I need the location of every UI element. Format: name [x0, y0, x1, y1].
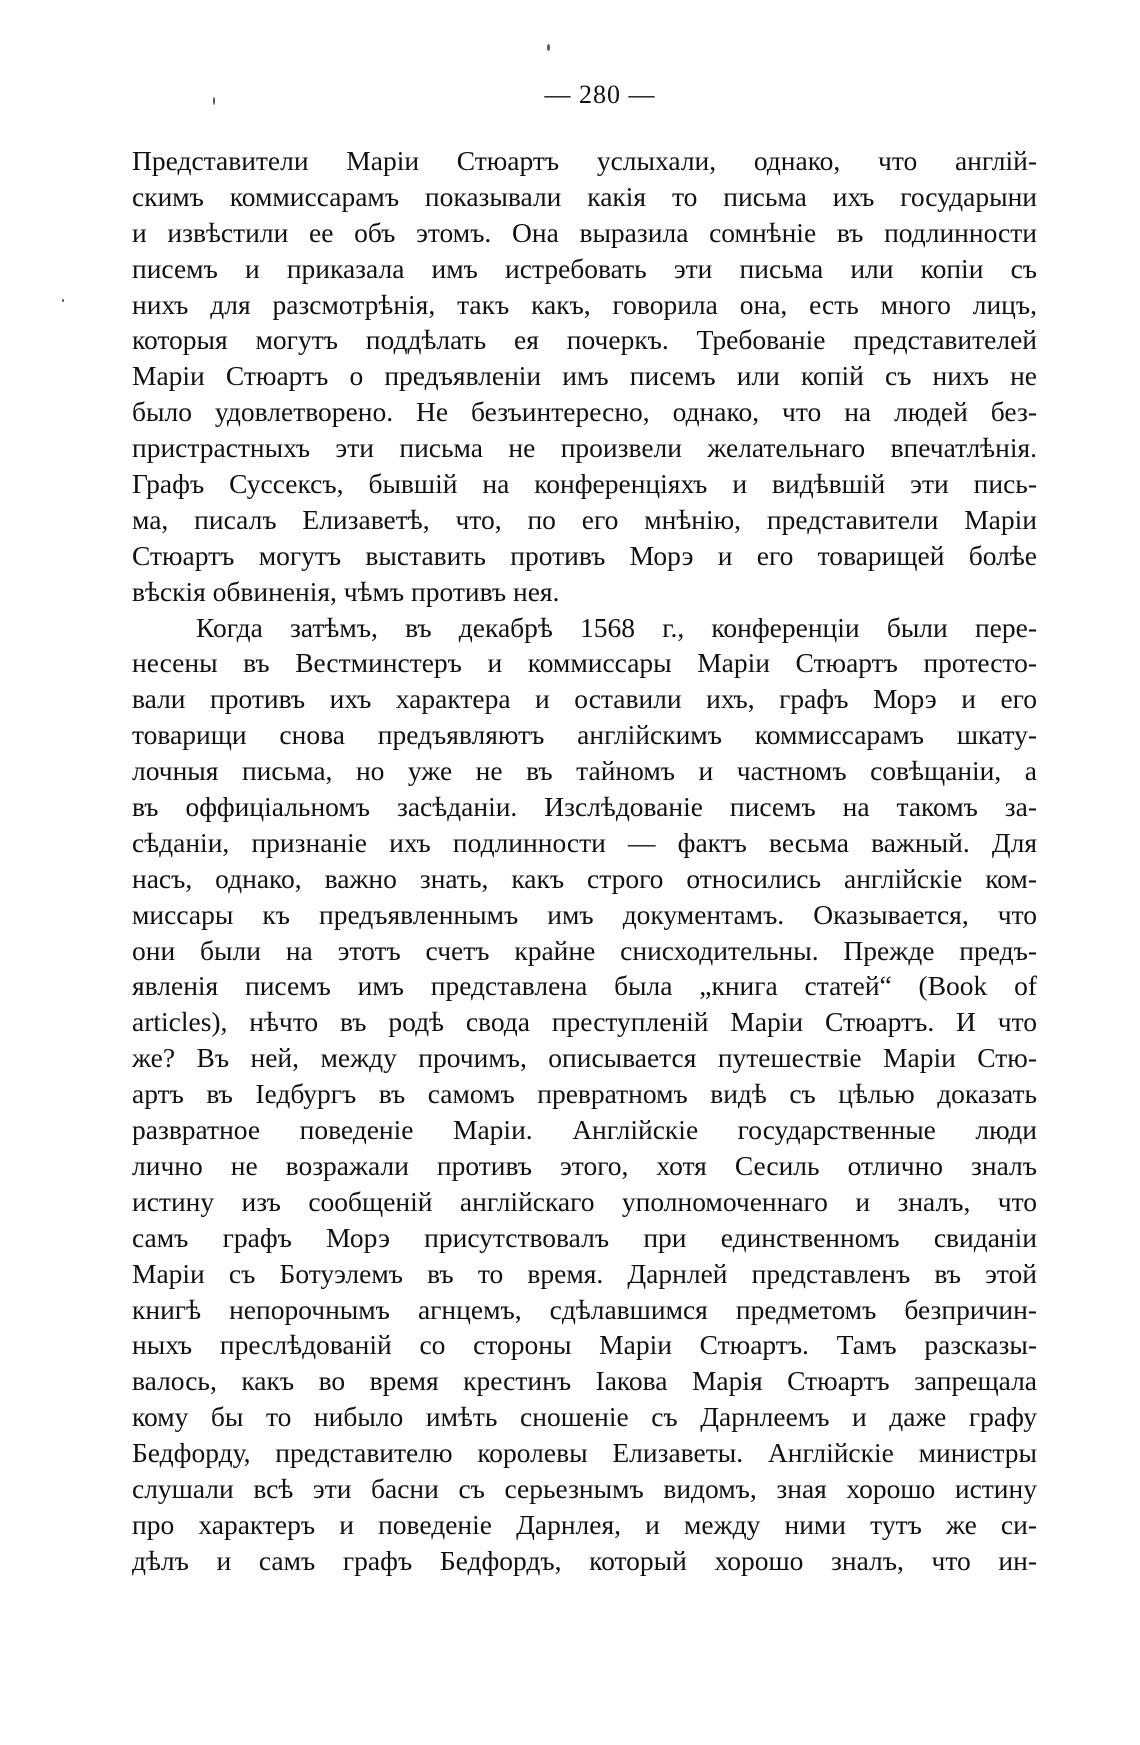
text-line: товарищи снова предъявляютъ англійскимъ коммиссарамъ шкату- [132, 719, 1037, 751]
text-line: было удовлетворено. Не безъинтересно, однако, что на людей без- [132, 396, 1037, 428]
text-line: вали противъ ихъ характера и оставили ихъ, графъ Морэ и его [132, 683, 1037, 715]
print-speck [213, 97, 215, 105]
text-line: сѣданіи, признаніе ихъ подлинности — фактъ весьма важный. Для [132, 826, 1037, 858]
text-line: книгѣ непорочнымъ агнцемъ, сдѣлавшимся предметомъ безпричин- [132, 1293, 1037, 1325]
text-line: насъ, однако, важно знать, какъ строго относились англійскіе ком- [132, 862, 1037, 894]
text-line: Представители Маріи Стюартъ услыхали, однако, что англій- [132, 145, 1037, 176]
text-line: валось, какъ во время крестинъ Іакова Марія Стюартъ запрещала [132, 1365, 1037, 1397]
text-line: они были на этотъ счетъ крайне снисходительны. Прежде предъ- [132, 934, 1037, 966]
text-line: артъ въ Іедбургъ въ самомъ превратномъ видѣ съ цѣлью доказать [132, 1078, 1037, 1110]
text-line: миссары къ предъявленнымъ имъ документамъ. Оказывается, что [132, 898, 1037, 930]
text-line: слушали всѣ эти басни съ серьезнымъ видомъ, зная хорошо истину [132, 1472, 1037, 1504]
text-line: явленія писемъ имъ представлена была „книга статей“ (Book of [132, 970, 1037, 1002]
text-line: Когда затѣмъ, въ декабрѣ 1568 г., конференціи были пере- [196, 611, 1037, 643]
text-line: которыя могутъ поддѣлать ея почеркъ. Требованіе представителей [132, 324, 1037, 356]
text-line: пристрастныхъ эти письма не произвели желательнаго впечатлѣнія. [132, 432, 1037, 464]
text-line: про характеръ и поведеніе Дарнлея, и между ними тутъ же си- [132, 1508, 1037, 1540]
text-line: скимъ коммиссарамъ показывали какія то письма ихъ государыни [132, 180, 1037, 212]
text-line: дѣлъ и самъ графъ Бедфордъ, который хорошо зналъ, что ин- [132, 1544, 1037, 1576]
text-line: articles), нѣчто въ родѣ свода преступленій Маріи Стюартъ. И что [132, 1006, 1037, 1038]
text-line: нихъ для разсмотрѣнія, такъ какъ, говорила она, есть много лицъ, [132, 288, 1037, 320]
text-line: вѣскія обвиненія, чѣмъ противъ нея. [132, 575, 560, 607]
text-line: въ оффиціальномъ засѣданіи. Изслѣдованіе писемъ на такомъ за- [132, 791, 1037, 823]
text-line: ма, писалъ Елизаветѣ, что, по его мнѣнію, представители Маріи [132, 503, 1037, 535]
text-line: Графъ Суссексъ, бывшій на конференціяхъ и видѣвшій эти пись- [132, 468, 1037, 500]
text-line: развратное поведеніе Маріи. Англійскіе государственные люди [132, 1114, 1037, 1146]
text-line: Стюартъ могутъ выставить противъ Морэ и его товарищей болѣе [132, 539, 1037, 571]
print-speck [547, 44, 550, 51]
text-line: несены въ Вестминстеръ и коммиссары Маріи Стюартъ протесто- [132, 647, 1037, 679]
text-line: лочныя письма, но уже не въ тайномъ и частномъ совѣщаніи, а [132, 755, 1037, 787]
text-line: истину изъ сообщеній англійскаго уполномоченнаго и зналъ, что [132, 1185, 1037, 1217]
text-line: же? Въ ней, между прочимъ, описывается путешествіе Маріи Стю- [132, 1042, 1037, 1074]
text-line: Маріи Стюартъ о предъявленіи имъ писемъ или копій съ нихъ не [132, 360, 1037, 392]
paragraph-2 [132, 610, 1037, 1579]
body-text [132, 143, 1037, 1579]
text-line: Маріи съ Ботуэлемъ въ то время. Дарнлей представленъ въ этой [132, 1257, 1037, 1289]
text-line: и извѣстили ее объ этомъ. Она выразила сомнѣніе въ подлинности [132, 216, 1037, 248]
paragraph-1 [132, 143, 1037, 610]
text-line: ныхъ преслѣдованій со стороны Маріи Стюартъ. Тамъ разсказы- [132, 1329, 1037, 1361]
text-line: Бедфорду, представителю королевы Елизаветы. Англійскіе министры [132, 1437, 1037, 1469]
text-line: лично не возражали противъ этого, хотя Сесиль отлично зналъ [132, 1149, 1037, 1181]
text-line: писемъ и приказала имъ истребовать эти письма или копіи съ [132, 252, 1037, 284]
print-speck [62, 299, 64, 302]
text-line: кому бы то нибыло имѣть сношеніе съ Дарнлеемъ и даже графу [132, 1401, 1037, 1433]
text-line: самъ графъ Морэ присутствовалъ при единственномъ свиданіи [132, 1221, 1037, 1253]
page-number: — 280 — [544, 80, 656, 109]
